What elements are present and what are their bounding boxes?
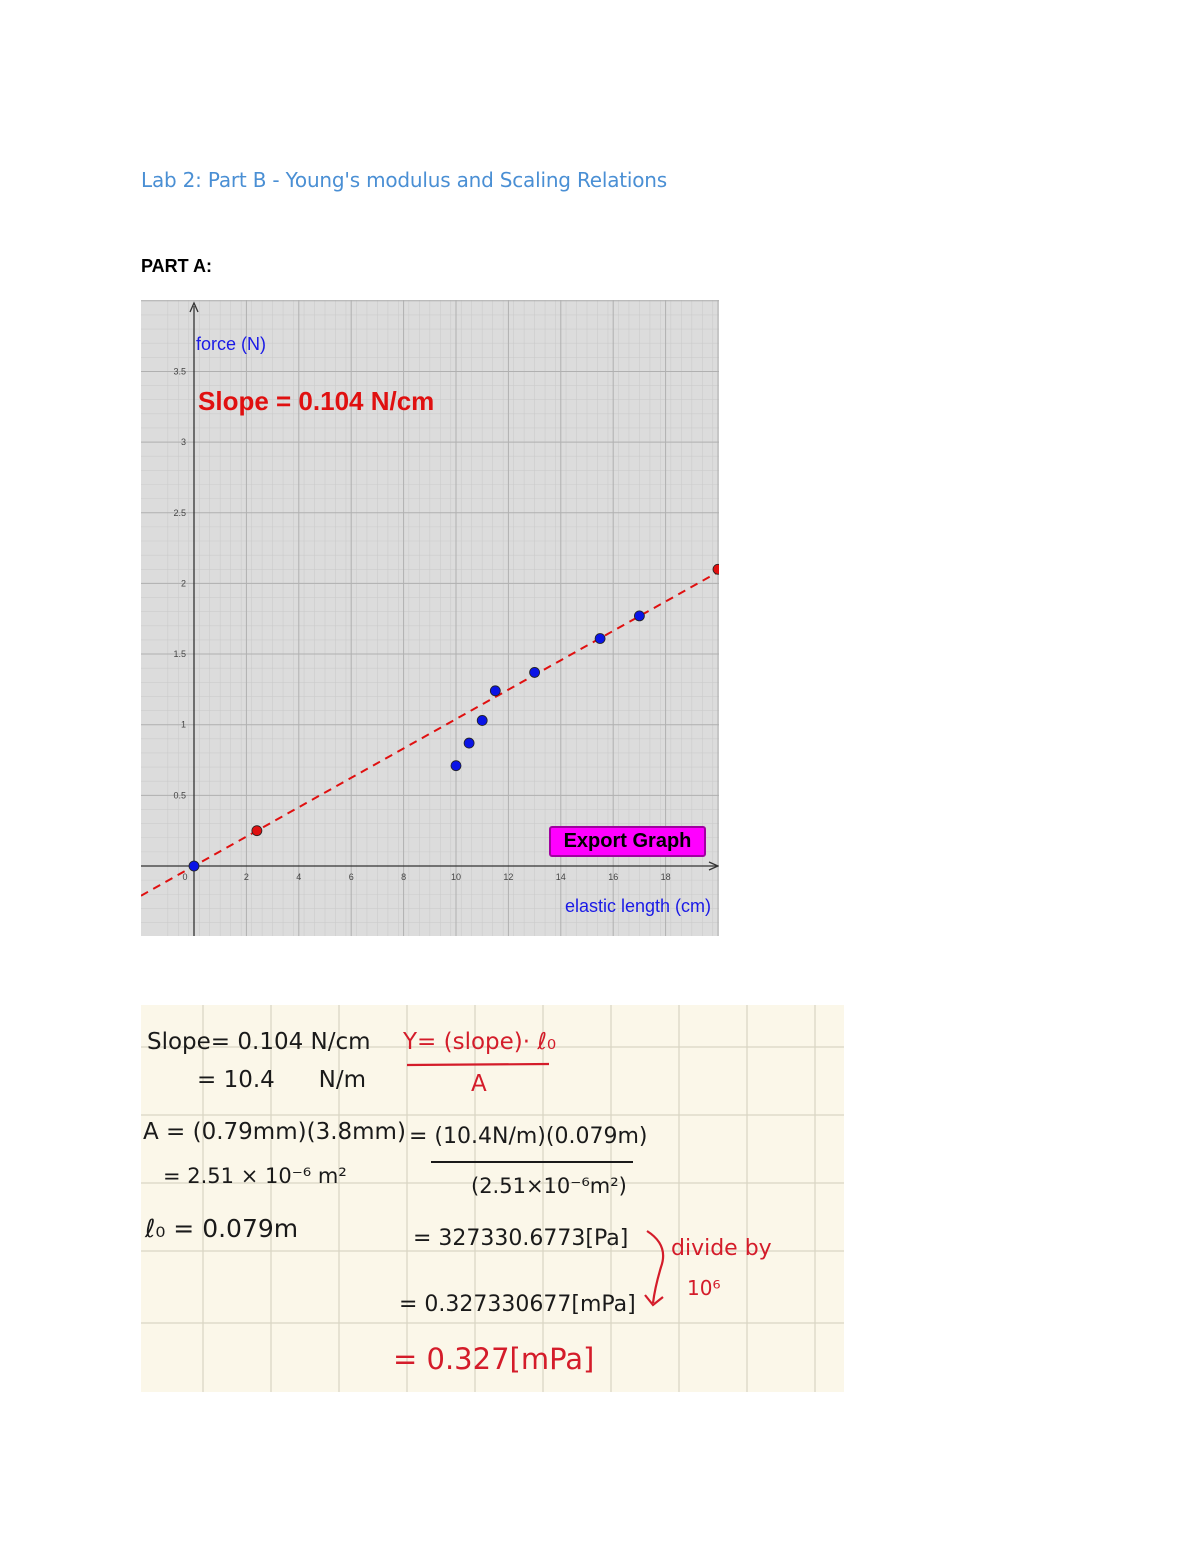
y-axis-label: force (N)	[196, 334, 267, 354]
data-point	[477, 715, 487, 725]
x-axis-label: elastic length (cm)	[564, 896, 711, 916]
data-point	[634, 611, 644, 621]
x-tick-label: 4	[296, 872, 302, 882]
x-tick-label: 12	[503, 872, 514, 882]
note-length: ℓ₀ = 0.079m	[145, 1214, 299, 1243]
data-point	[595, 634, 605, 644]
x-tick-label: 2	[243, 872, 249, 882]
x-tick-label: 16	[608, 872, 619, 882]
y-tick-label: 2	[180, 578, 186, 589]
note-annotation-line1: divide by	[671, 1236, 772, 1261]
data-point	[464, 738, 474, 748]
note-sub-numerator: = (10.4N/m)(0.079m)	[409, 1124, 648, 1149]
x-tick-label: 10	[450, 872, 462, 882]
handwritten-notes	[141, 1005, 844, 1392]
fit-point	[252, 826, 262, 836]
x-tick-label: 18	[660, 872, 671, 882]
y-tick-label: 1	[180, 719, 186, 730]
note-result-mpa: = 0.327330677[mPa]	[399, 1292, 636, 1317]
note-formula-bar	[407, 1064, 549, 1065]
note-annotation-line2: 10⁶	[687, 1276, 721, 1300]
chart-title: Slope = 0.104 N/cm	[198, 386, 435, 416]
x-tick-label: 6	[348, 872, 354, 882]
y-tick-label: 3	[180, 437, 186, 448]
y-tick-label: 2.5	[173, 507, 186, 518]
note-slope-si: = 10.4 N/m	[197, 1067, 367, 1093]
section-heading: PART A:	[141, 256, 212, 276]
note-formula-denominator: A	[471, 1071, 487, 1097]
y-tick-label: 1.5	[173, 649, 186, 660]
data-point	[189, 861, 199, 871]
export-graph-button[interactable]: Export Graph	[549, 826, 706, 857]
fit-point	[713, 564, 719, 574]
note-final-result: = 0.327[mPa]	[393, 1342, 595, 1376]
data-point	[490, 686, 500, 696]
notes-canvas	[141, 1005, 844, 1392]
note-formula-numerator: Y= (slope)· ℓ₀	[403, 1029, 557, 1055]
note-area: A = (0.79mm)(3.8mm)	[143, 1119, 406, 1145]
data-point	[451, 761, 461, 771]
y-tick-label: 0.5	[173, 790, 186, 801]
y-tick-label: 3.5	[173, 366, 186, 377]
note-area-result: = 2.51 × 10⁻⁶ m²	[163, 1164, 347, 1188]
notes-paper	[141, 1005, 844, 1392]
document-title: Lab 2: Part B - Young's modulus and Scaling Relations	[141, 168, 668, 192]
note-slope: Slope= 0.104 N/cm	[147, 1029, 371, 1055]
origin-label: 0	[182, 872, 188, 882]
note-result-pa: = 327330.6773[Pa]	[413, 1226, 629, 1251]
chart-panel	[141, 300, 719, 936]
note-sub-denominator: (2.51×10⁻⁶m²)	[471, 1174, 627, 1198]
x-tick-label: 8	[401, 872, 407, 882]
data-point	[530, 667, 540, 677]
x-tick-label: 14	[555, 872, 566, 882]
